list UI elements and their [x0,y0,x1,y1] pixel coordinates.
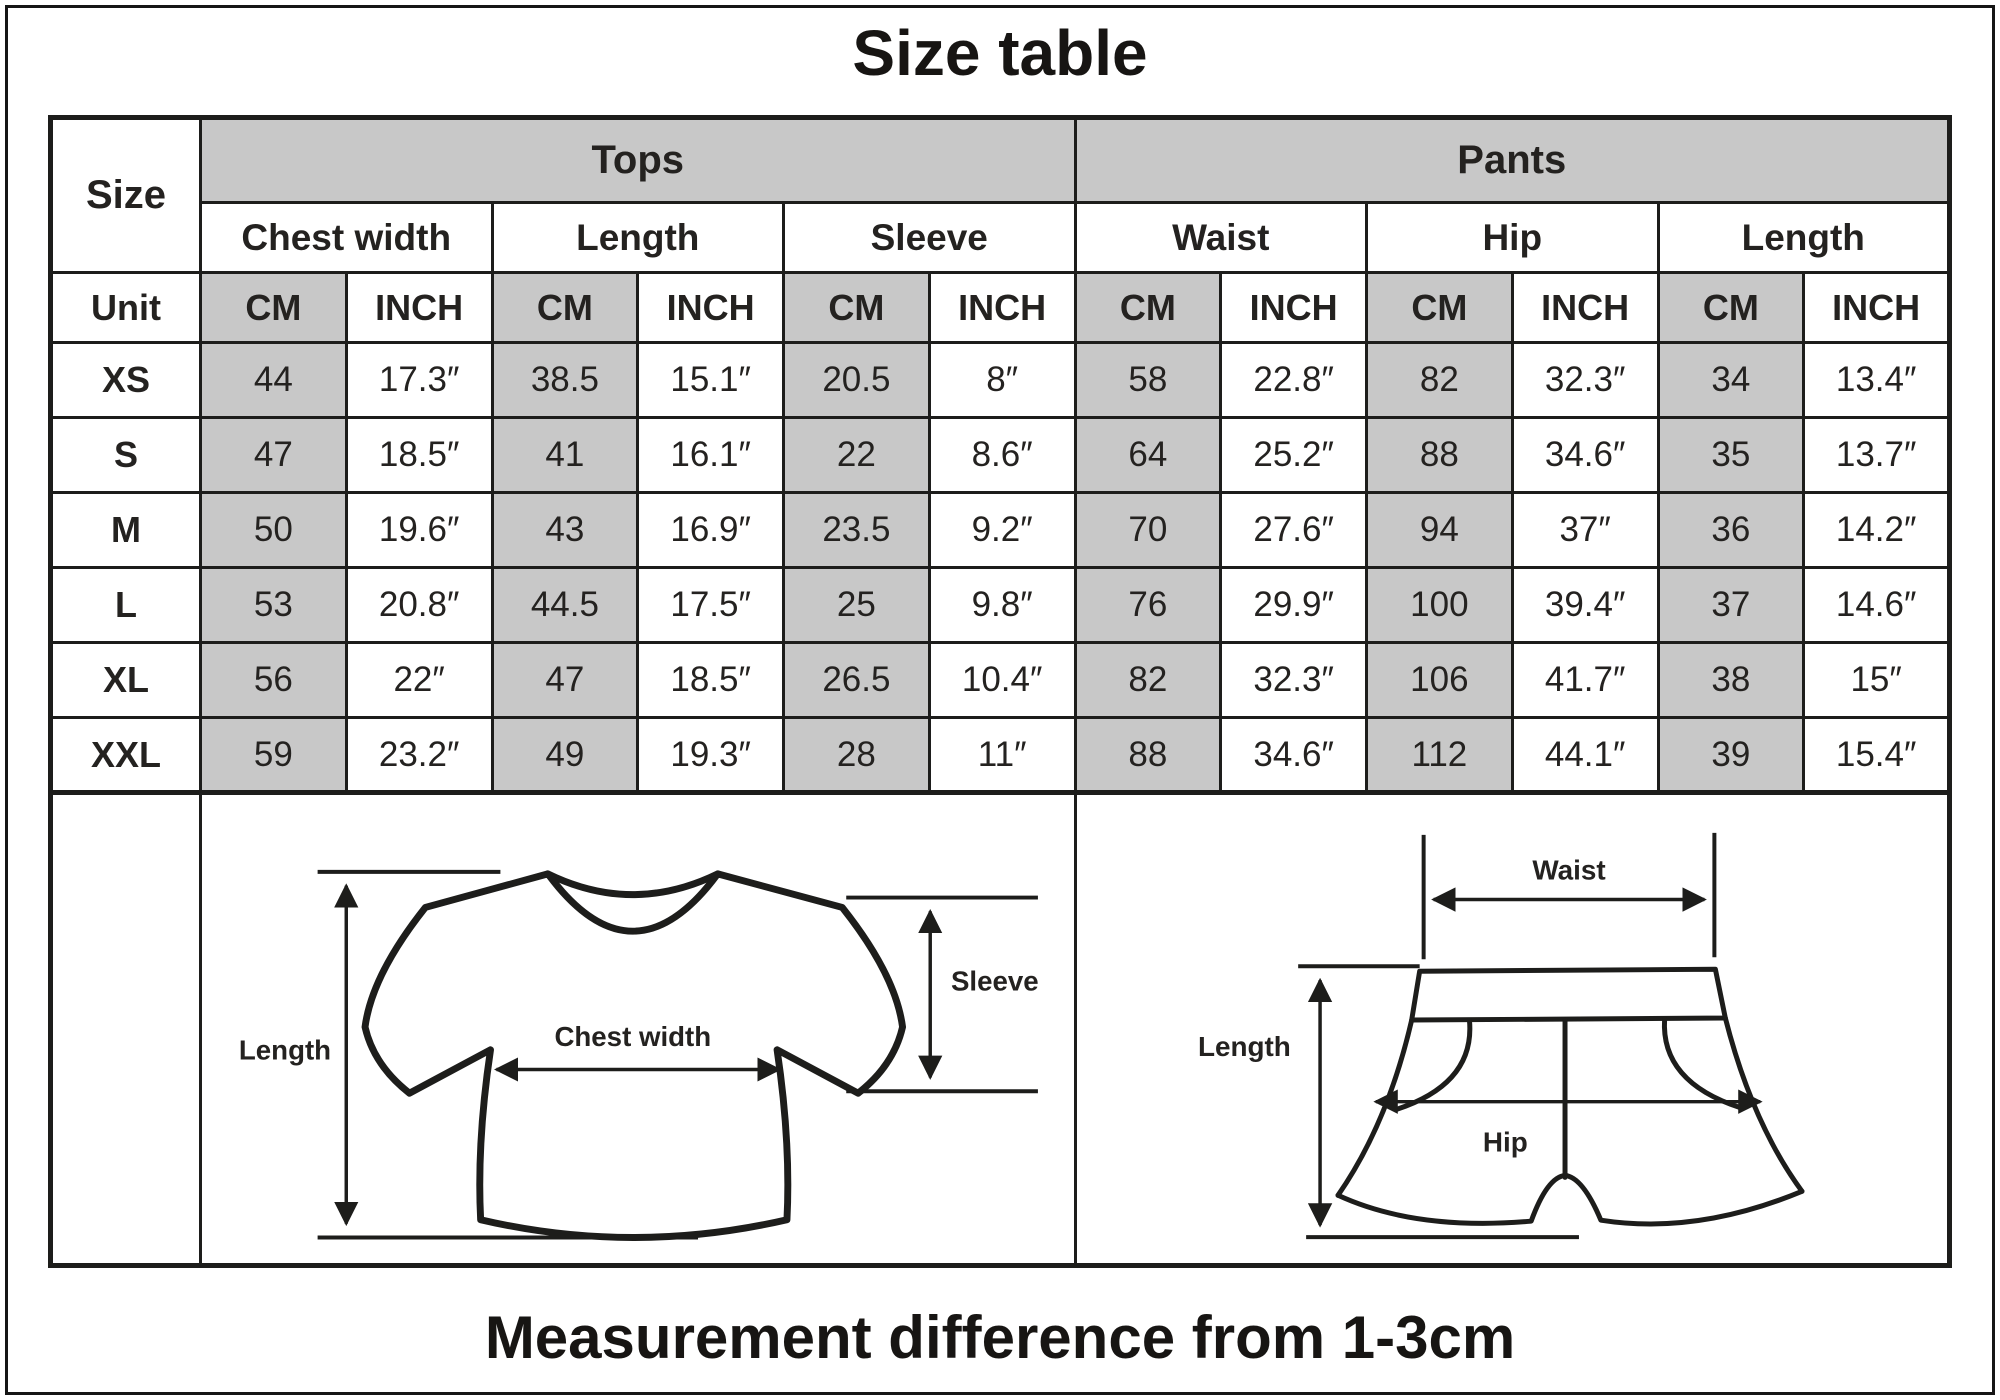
unit-cm: CM [1075,273,1221,343]
table-row [51,568,1950,643]
inch-value: 32.3″ [1512,343,1658,418]
cm-value: 53 [201,568,347,643]
inch-value: 14.6″ [1804,568,1950,643]
inch-value: 34.6″ [1221,718,1367,793]
cm-value: 23.5 [784,493,930,568]
cm-value: 88 [1075,718,1221,793]
cm-value: 49 [492,718,638,793]
unit-cm: CM [201,273,347,343]
inch-value: 14.2″ [1804,493,1950,568]
cm-value: 47 [492,643,638,718]
size-label: XL [51,643,201,718]
cm-value: 70 [1075,493,1221,568]
pants-diagram-cell [1075,793,1950,1266]
size-label: XXL [51,718,201,793]
cm-value: 82 [1075,643,1221,718]
tshirt-length-label: Length [238,1034,332,1066]
cm-value: 25 [784,568,930,643]
inch-value: 32.3″ [1221,643,1367,718]
diagram-row [51,793,1950,1266]
inch-value: 13.4″ [1804,343,1950,418]
cm-value: 20.5 [784,343,930,418]
inch-value: 17.5″ [638,568,784,643]
inch-value: 27.6″ [1221,493,1367,568]
chest-width-label: Chest width [554,1020,712,1052]
measure-header-row [51,203,1950,273]
unit-inch: INCH [638,273,784,343]
size-rows [51,343,1950,793]
col-header-pants-length: Length [1658,203,1950,273]
inch-value: 8.6″ [929,418,1075,493]
cm-value: 44 [201,343,347,418]
sleeve-label: Sleeve [950,965,1039,997]
inch-value: 25.2″ [1221,418,1367,493]
cm-value: 44.5 [492,568,638,643]
tops-diagram-cell [201,793,1076,1266]
cm-value: 43 [492,493,638,568]
col-header-waist: Waist [1075,203,1367,273]
cm-value: 112 [1367,718,1513,793]
inch-value: 22″ [346,643,492,718]
shorts-waistband [1411,969,1725,1020]
inch-value: 15.1″ [638,343,784,418]
shorts-hem [1337,1175,1801,1224]
cm-value: 47 [201,418,347,493]
pants-length-label: Length [1197,1030,1291,1062]
cm-value: 26.5 [784,643,930,718]
cm-value: 76 [1075,568,1221,643]
cm-value: 39 [1658,718,1804,793]
inch-value: 18.5″ [638,643,784,718]
cm-value: 82 [1367,343,1513,418]
inch-value: 29.9″ [1221,568,1367,643]
unit-inch: INCH [1221,273,1367,343]
cm-value: 106 [1367,643,1513,718]
unit-cm: CM [784,273,930,343]
unit-row [51,273,1950,343]
inch-value: 9.8″ [929,568,1075,643]
inch-value: 34.6″ [1512,418,1658,493]
cm-value: 59 [201,718,347,793]
size-label: S [51,418,201,493]
inch-value: 10.4″ [929,643,1075,718]
cm-value: 38.5 [492,343,638,418]
inch-value: 19.3″ [638,718,784,793]
inch-value: 16.9″ [638,493,784,568]
inch-value: 16.1″ [638,418,784,493]
unit-cm: CM [492,273,638,343]
inch-value: 11″ [929,718,1075,793]
inch-value: 18.5″ [346,418,492,493]
page-title: Size table [852,17,1148,89]
pants-section-header: Pants [1075,118,1950,203]
size-label: L [51,568,201,643]
size-label: XS [51,343,201,418]
cm-value: 34 [1658,343,1804,418]
inch-value: 13.7″ [1804,418,1950,493]
cm-value: 35 [1658,418,1804,493]
table-row [51,643,1950,718]
cm-value: 36 [1658,493,1804,568]
hip-label: Hip [1482,1126,1528,1158]
unit-cm: CM [1658,273,1804,343]
inch-value: 15.4″ [1804,718,1950,793]
inch-value: 8″ [929,343,1075,418]
unit-inch: INCH [346,273,492,343]
inch-value: 44.1″ [1512,718,1658,793]
cm-value: 94 [1367,493,1513,568]
col-header-chest-width: Chest width [201,203,493,273]
footer-note: Measurement difference from 1-3cm [484,1304,1516,1371]
cm-value: 41 [492,418,638,493]
inch-value: 15″ [1804,643,1950,718]
cm-value: 64 [1075,418,1221,493]
diagram-empty-cell [51,793,201,1266]
cm-value: 50 [201,493,347,568]
waist-label: Waist [1531,854,1606,886]
unit-label: Unit [51,273,201,343]
table-row [51,493,1950,568]
inch-value: 19.6″ [346,493,492,568]
inch-value: 22.8″ [1221,343,1367,418]
table-row [51,418,1950,493]
section-header-row [51,118,1950,203]
cm-value: 28 [784,718,930,793]
cm-value: 100 [1367,568,1513,643]
cm-value: 38 [1658,643,1804,718]
cm-value: 22 [784,418,930,493]
tops-section-header: Tops [201,118,1076,203]
size-table [48,115,1952,1268]
table-row [51,718,1950,793]
cm-value: 88 [1367,418,1513,493]
inch-value: 9.2″ [929,493,1075,568]
unit-inch: INCH [1512,273,1658,343]
tshirt-diagram [202,795,1074,1263]
unit-inch: INCH [1804,273,1950,343]
cm-value: 56 [201,643,347,718]
inch-value: 20.8″ [346,568,492,643]
inch-value: 17.3″ [346,343,492,418]
size-corner-header: Size [51,118,201,273]
inch-value: 37″ [1512,493,1658,568]
shorts-diagram [1077,795,1948,1263]
col-header-top-length: Length [492,203,784,273]
unit-inch: INCH [929,273,1075,343]
inch-value: 23.2″ [346,718,492,793]
size-label: M [51,493,201,568]
unit-cm: CM [1367,273,1513,343]
cm-value: 58 [1075,343,1221,418]
inch-value: 39.4″ [1512,568,1658,643]
col-header-sleeve: Sleeve [784,203,1076,273]
inch-value: 41.7″ [1512,643,1658,718]
table-row [51,343,1950,418]
cm-value: 37 [1658,568,1804,643]
col-header-hip: Hip [1367,203,1659,273]
